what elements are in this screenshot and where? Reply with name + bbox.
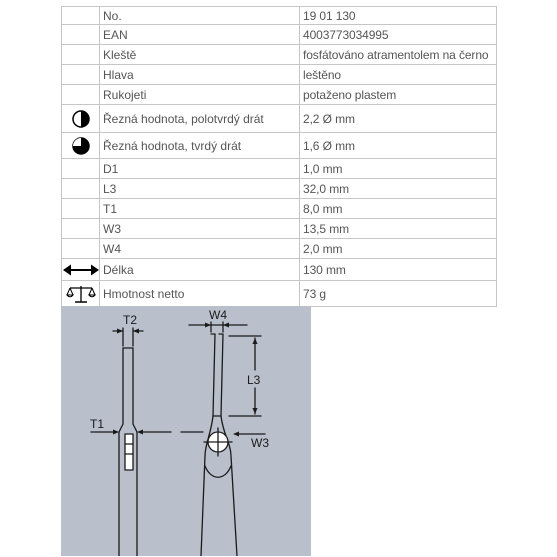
icon-cell [62,45,100,65]
w4-label: W4 [209,308,227,322]
icon-cell [62,133,100,159]
row-value: 2,2 Ø mm [300,105,497,133]
double-arrow-icon [63,264,99,276]
table-row [62,239,497,259]
t2-label: T2 [123,313,138,327]
table-row [62,259,497,281]
icon-cell [62,281,100,307]
icon-cell [62,239,100,259]
table-row [62,281,497,307]
row-label: Hlava [100,65,300,85]
row-label: L3 [100,179,300,199]
table-row [62,105,497,133]
icon-cell [62,219,100,239]
row-label: EAN [100,25,300,45]
table-row [62,7,497,25]
icon-cell [62,65,100,85]
row-value: 1,6 Ø mm [300,133,497,159]
table-row [62,85,497,105]
spec-table [61,6,497,307]
row-label: No. [100,7,300,25]
row-value: potaženo plastem [300,85,497,105]
row-value: 1,0 mm [300,159,497,179]
row-value: 2,0 mm [300,239,497,259]
row-label: Řezná hodnota, polotvrdý drát [100,105,300,133]
row-value: 13,5 mm [300,219,497,239]
pliers-side-view [119,348,137,556]
w4-dimension [189,322,247,332]
icon-cell [62,25,100,45]
row-value: 4003773034995 [300,25,497,45]
row-label: Kleště [100,45,300,65]
table-row [62,219,497,239]
pliers-dimension-drawing [61,306,311,556]
row-label: W3 [100,219,300,239]
table-row [62,25,497,45]
row-label: Délka [100,259,300,281]
icon-cell [62,159,100,179]
icon-cell [62,179,100,199]
pliers-front-view [201,334,237,556]
row-label: T1 [100,199,300,219]
row-value: fosfátováno atramentolem na černo [300,45,497,65]
icon-cell [62,259,100,281]
row-label: D1 [100,159,300,179]
row-label: Rukojeti [100,85,300,105]
icon-cell [62,85,100,105]
l3-label: L3 [247,373,261,387]
table-row [62,65,497,85]
quarter-circle-icon [72,137,90,155]
table-row [62,45,497,65]
row-label: W4 [100,239,300,259]
row-value: 19 01 130 [300,7,497,25]
icon-cell [62,105,100,133]
icon-cell [62,199,100,219]
row-value: 130 mm [300,259,497,281]
table-row [62,199,497,219]
w3-label: W3 [251,436,269,450]
row-label: Řezná hodnota, tvrdý drát [100,133,300,159]
row-value: leštěno [300,65,497,85]
half-circle-icon [72,110,90,128]
table-row [62,159,497,179]
t1-label: T1 [90,417,105,431]
row-label: Hmotnost netto [100,281,300,307]
icon-cell [62,7,100,25]
row-value: 8,0 mm [300,199,497,219]
scale-icon [66,284,96,304]
table-row [62,133,497,159]
row-value: 32,0 mm [300,179,497,199]
table-row [62,179,497,199]
row-value: 73 g [300,281,497,307]
